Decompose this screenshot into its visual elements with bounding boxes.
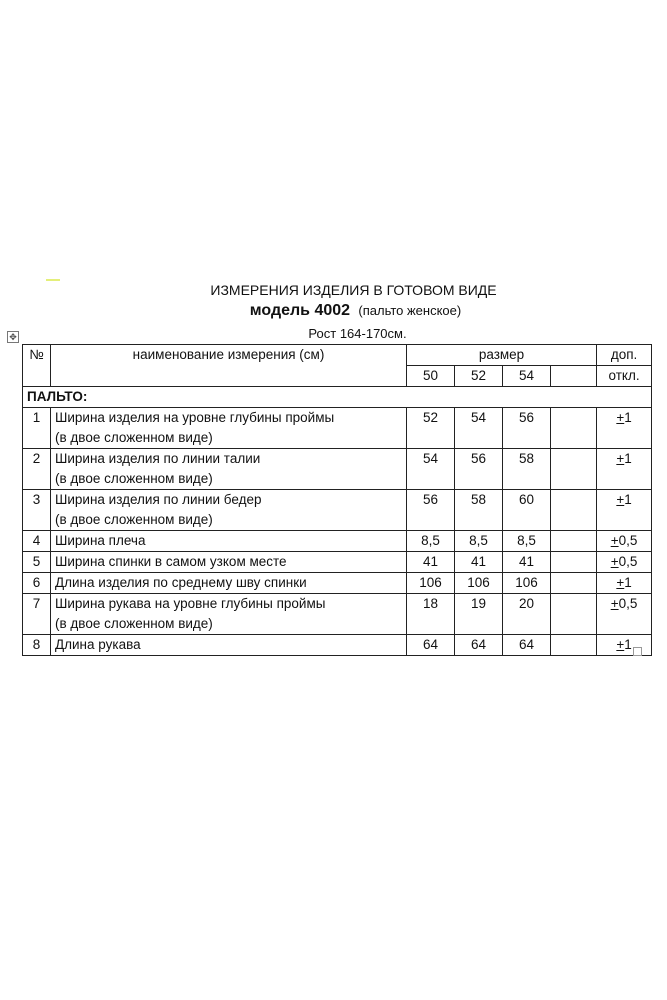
table-row <box>23 635 652 656</box>
tolerance-value <box>597 449 652 490</box>
table-row <box>23 490 652 531</box>
tolerance-amount: 1 <box>624 575 632 590</box>
size-value <box>551 594 597 635</box>
measurement-name <box>51 594 407 635</box>
model-number: модель 4002 <box>249 302 351 319</box>
row-number: 1 <box>23 408 51 449</box>
tolerance-sign: + <box>616 451 625 466</box>
tolerance-value <box>597 594 652 635</box>
row-number: 7 <box>23 594 51 635</box>
measurement-name-line: Ширина рукава на уровне глубины проймы <box>55 596 326 611</box>
tolerance-value <box>597 408 652 449</box>
size-value: 19 <box>455 594 503 635</box>
size-value <box>551 635 597 656</box>
size-value: 56 <box>407 490 455 531</box>
table-row <box>23 573 652 594</box>
size-value <box>551 573 597 594</box>
size-value: 41 <box>503 552 551 573</box>
tolerance-value <box>597 531 652 552</box>
measurement-name <box>51 449 407 490</box>
measurement-name-line: Ширина спинки в самом узком месте <box>55 554 287 569</box>
header-size: размер <box>407 345 597 366</box>
row-number: 4 <box>23 531 51 552</box>
size-value: 64 <box>503 635 551 656</box>
document-title: ИЗМЕРЕНИЯ ИЗДЕЛИЯ В ГОТОВОМ ВИДЕ <box>210 282 497 298</box>
table-row <box>23 552 652 573</box>
size-value: 106 <box>455 573 503 594</box>
tolerance-sign: + <box>616 637 625 652</box>
size-cell: 54 <box>503 366 551 387</box>
tolerance-sign: + <box>616 410 625 425</box>
tolerance-amount: 1 <box>624 492 632 507</box>
measurement-name-line: Длина рукава <box>55 637 141 652</box>
measurement-name <box>51 531 407 552</box>
tolerance-amount: 1 <box>624 410 632 425</box>
size-value: 54 <box>455 408 503 449</box>
tolerance-amount: 0,5 <box>618 596 638 611</box>
header-tolerance-2: откл. <box>597 366 652 387</box>
measurement-name <box>51 573 407 594</box>
measurement-name-note: (в двое сложенном виде) <box>55 471 213 486</box>
measurement-name <box>51 552 407 573</box>
tolerance-sign: + <box>610 596 619 611</box>
measurement-name-line: Ширина изделия по линии бедер <box>55 492 262 507</box>
size-value <box>551 531 597 552</box>
table-resize-handle[interactable] <box>633 647 642 656</box>
size-value: 20 <box>503 594 551 635</box>
model-note: (пальто женское) <box>358 303 462 318</box>
header-num: № <box>23 345 51 387</box>
measurement-name-line: Ширина плеча <box>55 533 146 548</box>
row-number: 5 <box>23 552 51 573</box>
size-value <box>551 490 597 531</box>
tolerance-value <box>597 573 652 594</box>
size-value <box>551 408 597 449</box>
height-note: Рост 164-170см. <box>308 326 407 341</box>
measurement-name <box>51 490 407 531</box>
table-row <box>23 449 652 490</box>
row-number: 8 <box>23 635 51 656</box>
header-tolerance-1: доп. <box>597 345 652 366</box>
row-number: 6 <box>23 573 51 594</box>
measurement-name <box>51 635 407 656</box>
size-value: 52 <box>407 408 455 449</box>
measurement-name-line: Ширина изделия по линии талии <box>55 451 261 466</box>
size-value: 56 <box>503 408 551 449</box>
tolerance-value <box>597 490 652 531</box>
model-line <box>22 302 667 320</box>
size-value: 64 <box>455 635 503 656</box>
tolerance-amount: 0,5 <box>618 533 638 548</box>
header-name: наименование измерения (см) <box>51 345 407 387</box>
size-value: 106 <box>503 573 551 594</box>
row-number: 2 <box>23 449 51 490</box>
size-cell <box>551 366 597 387</box>
measurement-name-line: Ширина изделия на уровне глубины проймы <box>55 410 335 425</box>
measurement-name-note: (в двое сложенном виде) <box>55 430 213 445</box>
size-cell: 52 <box>455 366 503 387</box>
size-value: 58 <box>455 490 503 531</box>
tolerance-amount: 0,5 <box>618 554 638 569</box>
table-row <box>23 408 652 449</box>
size-value: 41 <box>407 552 455 573</box>
tolerance-sign: + <box>616 492 625 507</box>
tolerance-value <box>597 552 652 573</box>
measurement-name-line: Длина изделия по среднему шву спинки <box>55 575 307 590</box>
tolerance-amount: 1 <box>624 637 632 652</box>
section-label: ПАЛЬТО: <box>23 387 652 408</box>
tolerance-sign: + <box>610 533 619 548</box>
row-number: 3 <box>23 490 51 531</box>
size-value: 8,5 <box>455 531 503 552</box>
tolerance-amount: 1 <box>624 451 632 466</box>
size-value: 60 <box>503 490 551 531</box>
measurement-name <box>51 408 407 449</box>
table-move-handle-icon[interactable]: ✥ <box>7 331 19 343</box>
measurements-table <box>22 344 652 656</box>
size-value: 58 <box>503 449 551 490</box>
size-value <box>551 552 597 573</box>
measurement-name-note: (в двое сложенном виде) <box>55 616 213 631</box>
tolerance-value <box>597 635 652 656</box>
size-value: 41 <box>455 552 503 573</box>
size-cell: 50 <box>407 366 455 387</box>
highlight-mark <box>46 279 60 281</box>
table-row <box>23 594 652 635</box>
size-value: 8,5 <box>407 531 455 552</box>
header-row <box>23 345 652 366</box>
size-value: 106 <box>407 573 455 594</box>
size-value: 8,5 <box>503 531 551 552</box>
measurement-name-note: (в двое сложенном виде) <box>55 512 213 527</box>
tolerance-sign: + <box>616 575 625 590</box>
table-row <box>23 531 652 552</box>
size-value: 54 <box>407 449 455 490</box>
section-row <box>23 387 652 408</box>
size-value: 56 <box>455 449 503 490</box>
size-value <box>551 449 597 490</box>
size-value: 64 <box>407 635 455 656</box>
size-value: 18 <box>407 594 455 635</box>
tolerance-sign: + <box>610 554 619 569</box>
